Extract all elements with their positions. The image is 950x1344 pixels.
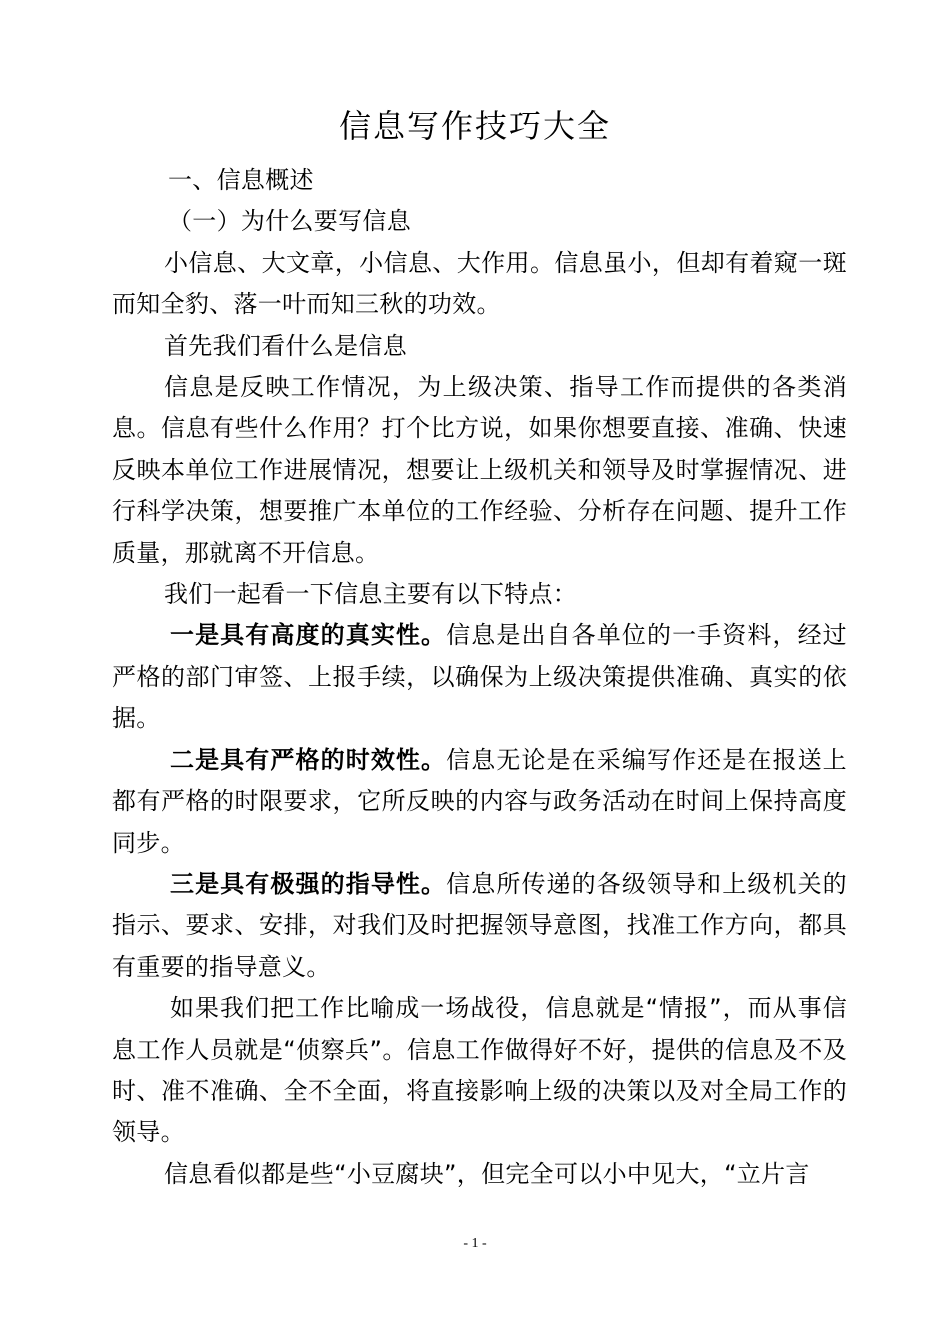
feature-paragraph — [112, 740, 847, 864]
paragraph: 如果我们把工作比喻成一场战役，信息就是“情报”，而从事信息工作人员就是“侦察兵”。信息工作做得好不好，提供的信息及不及时、准不准确、全不全面，将直接影响上级的决策以及对全局工作的领导。 — [112, 994, 847, 1147]
page-number: - 1 - — [463, 1236, 487, 1251]
paragraph: 首先我们看什么是信息 — [164, 331, 407, 360]
feature-paragraph — [112, 615, 847, 739]
paragraph: 小信息、大文章，小信息、大作用。信息虽小，但却有着窥一斑而知全豹、落一叶而知三秋的功效。 — [112, 248, 847, 319]
feature-text: 信息所传递的各级领导和上级机关的指示、要求、安排，对我们及时把握领导意图，找准工作方向，都具有重要的指导意义。 — [112, 869, 847, 981]
paragraph: 信息是反映工作情况，为上级决策、指导工作而提供的各类消息。信息有些什么作用？打个比方说，如果你想要直接、准确、快速反映本单位工作进展情况，想要让上级机关和领导及时掌握情况、进行科学决策，想要推广本单位的工作经验、分析存在问题、提升工作质量，那就离不开信息。 — [112, 373, 847, 567]
feature-lead: 一是具有高度的真实性。 — [170, 621, 447, 650]
subsection-heading: （一）为什么要写信息 — [168, 207, 411, 236]
feature-lead: 三是具有极强的指导性。 — [170, 869, 447, 898]
feature-lead: 二是具有严格的时效性。 — [170, 745, 447, 774]
feature-text: 信息是出自各单位的一手资料，经过严格的部门审签、上报手续，以确保为上级决策提供准确、真实的依据。 — [112, 621, 847, 733]
document-body — [112, 160, 847, 1195]
section-heading: 一、信息概述 — [168, 166, 314, 194]
document-title: 信息写作技巧大全 — [338, 107, 611, 145]
feature-text: 信息无论是在采编写作还是在报送上都有严格的时限要求，它所反映的内容与政务活动在时间上保持高度同步。 — [112, 745, 847, 857]
paragraph: 信息看似都是些“小豆腐块”，但完全可以小中见大，“立片言 — [164, 1159, 810, 1188]
feature-paragraph — [112, 864, 847, 988]
paragraph: 我们一起看一下信息主要有以下特点： — [164, 580, 578, 609]
